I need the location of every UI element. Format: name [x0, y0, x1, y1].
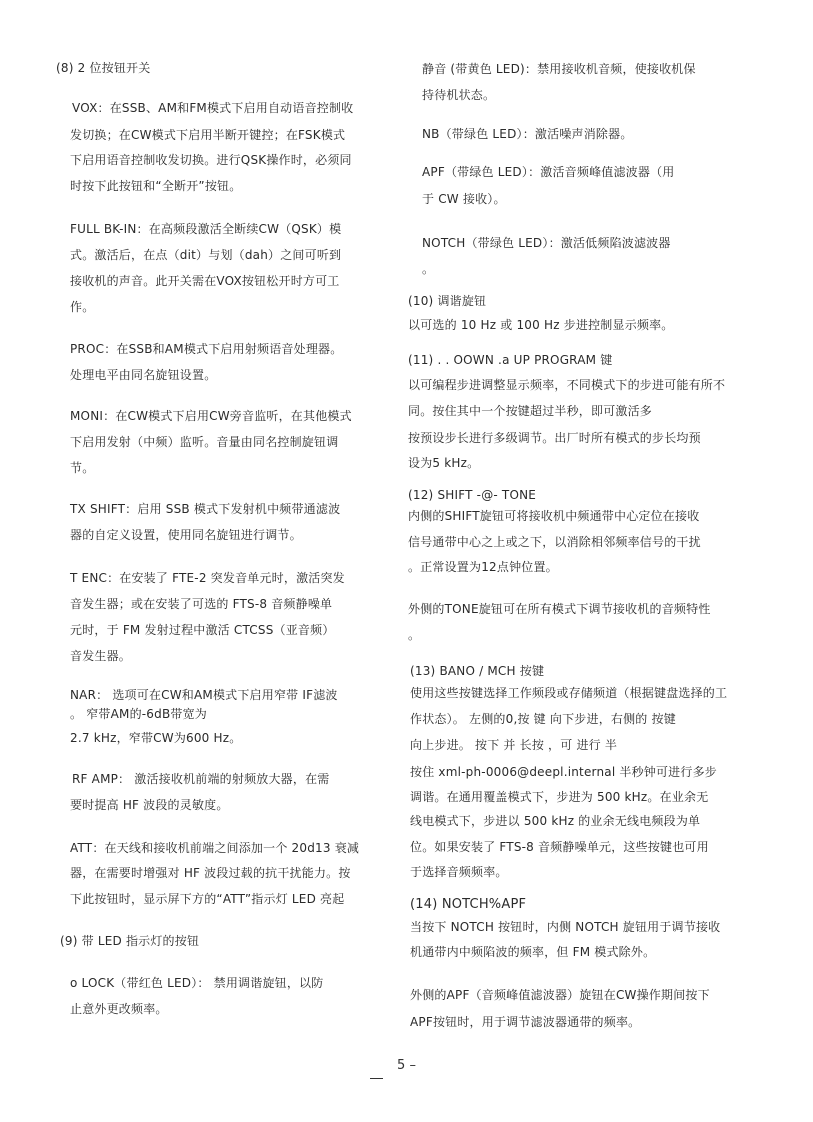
- text-line: VOX：在SSB、AM和FM模式下启用自动语音控制收: [72, 101, 354, 115]
- text-line: 静音 (带黄色 LED)：禁用接收机音频，使接收机保: [422, 62, 696, 76]
- text-line: 机通带内中频陷波的频率，但 FM 模式除外。: [410, 945, 656, 959]
- text-line: 以可选的 10 Hz 或 100 Hz 步进控制显示频率。: [408, 318, 674, 332]
- text-line: NAR： 选项可在CW和AM模式下启用窄带 IF滤波: [70, 688, 338, 702]
- text-line: 位。如果安装了 FTS-8 音频静噪单元，这些按键也可用: [410, 840, 709, 854]
- text-line: 使用这些按键选择工作频段或存储频道（根据键盘选择的工: [410, 686, 728, 700]
- text-line: (11) . . OOWN .a UP PROGRAM 键: [408, 353, 613, 367]
- text-line: 下启用语音控制收发切换。进行QSK操作时，必须同: [70, 153, 352, 167]
- text-line: 外侧的APF（音频峰值滤波器）旋钮在CW操作期间按下: [410, 988, 710, 1002]
- text-line: 音发生器；或在安装了可选的 FTS-8 音频静噪单: [70, 597, 333, 611]
- text-line: (9) 带 LED 指示灯的按钮: [60, 934, 200, 948]
- text-line: 音发生器。: [70, 649, 132, 663]
- text-line: 作状态）。 左侧的0,按 键 向下步进，右侧的 按键: [410, 712, 676, 726]
- text-line: 时按下此按钮和“全断开”按钮。: [70, 179, 242, 193]
- text-line: 内侧的SHIFT旋钮可将接收机中频通带中心定位在接收: [408, 509, 700, 523]
- text-line: 按住 xml-ph-0006@deepl.internal 半秒钟可进行多步: [410, 765, 717, 779]
- text-line: APF按钮时，用于调节滤波器通带的频率。: [410, 1015, 641, 1029]
- text-line: NOTCH（带绿色 LED）：激活低频陷波滤波器: [422, 236, 671, 250]
- text-line: 。: [408, 628, 421, 642]
- text-line: (10) 调谐旋钮: [408, 294, 487, 308]
- text-line: 持待机状态。: [422, 88, 496, 102]
- text-line: PROC：在SSB和AM模式下启用射频语音处理器。: [70, 342, 343, 356]
- text-line: 。: [422, 262, 435, 276]
- text-line: 下启用发射（中频）监听。音量由同名控制旋钮调: [70, 435, 339, 449]
- text-line: 节。: [70, 461, 95, 475]
- page-number: 5 –: [397, 1058, 416, 1073]
- text-line: (14) NOTCH%APF: [410, 897, 527, 912]
- text-line: 向上步进。 按下 并 长按 ，可 进行 半: [410, 738, 618, 752]
- text-line: 发切换；在CW模式下启用半断开键控；在FSK模式: [70, 128, 346, 142]
- text-line: 止意外更改频率。: [70, 1002, 168, 1016]
- text-line: 处理电平由同名旋钮设置。: [70, 368, 217, 382]
- text-line: 信号通带中心之上或之下，以消除相邻频率信号的干扰: [408, 535, 701, 549]
- text-line: 同。按住其中一个按键超过半秒，即可激活多: [408, 404, 653, 418]
- text-line: o LOCK（带红色 LED）： 禁用调谐旋钮，以防: [70, 976, 324, 990]
- page-footer-rule: [370, 1078, 383, 1079]
- text-line: 式。激活后，在点（dit）与划（dah）之间可听到: [70, 248, 342, 262]
- text-line: RF AMP： 激活接收机前端的射频放大器，在需: [72, 772, 330, 786]
- text-line: 于 CW 接收）。: [422, 192, 506, 206]
- text-line: APF（带绿色 LED）：激活音频峰值滤波器（用: [422, 165, 675, 179]
- text-line: 2.7 kHz，窄带CW为600 Hz。: [70, 731, 242, 745]
- text-line: 器的自定义设置，使用同名旋钮进行调节。: [70, 528, 302, 542]
- text-line: T ENC：在安装了 FTE-2 突发音单元时，激活突发: [70, 571, 345, 585]
- text-line: 。正常设置为12点钟位置。: [408, 560, 558, 574]
- text-line: 作。: [70, 300, 95, 314]
- text-line: (12) SHIFT -@- TONE: [408, 488, 537, 502]
- text-line: 下此按钮时，显示屏下方的“ATT”指示灯 LED 亮起: [70, 892, 345, 906]
- text-line: 外侧的TONE旋钮可在所有模式下调节接收机的音频特性: [408, 602, 711, 616]
- text-line: (8) 2 位按钮开关: [56, 61, 151, 75]
- text-line: 于选择音频频率。: [410, 865, 508, 879]
- text-line: 线电模式下，步进以 500 kHz 的业余无线电频段为单: [410, 814, 701, 828]
- text-line: 设为5 kHz。: [408, 456, 480, 470]
- text-line: TX SHIFT：启用 SSB 模式下发射机中频带通滤波: [70, 502, 341, 516]
- text-line: 要时提高 HF 波段的灵敏度。: [70, 798, 229, 812]
- text-line: 。 窄带AM的-6dB带宽为: [70, 707, 207, 721]
- text-line: NB（带绿色 LED）：激活噪声消除器。: [422, 127, 633, 141]
- text-line: 器，在需要时增强对 HF 波段过载的抗干扰能力。按: [70, 866, 351, 880]
- text-line: ATT：在天线和接收机前端之间添加一个 20d13 衰减: [70, 841, 360, 855]
- text-line: 调谐。在通用覆盖模式下，步进为 500 kHz。在业余无: [410, 790, 709, 804]
- text-line: 按预设步长进行多级调节。出厂时所有模式的步长均预: [408, 431, 701, 445]
- text-line: 接收机的声音。此开关需在VOX按钮松开时方可工: [70, 274, 340, 288]
- text-line: MONI：在CW模式下启用CW旁音监听，在其他模式: [70, 409, 352, 423]
- text-line: (13) BANO / MCH 按键: [410, 664, 545, 678]
- text-line: 以可编程步进调整显示频率，不同模式下的步进可能有所不: [408, 378, 726, 392]
- text-line: FULL BK-IN：在高频段激活全断续CW（QSK）模: [70, 222, 342, 236]
- text-line: 元时，于 FM 发射过程中激活 CTCSS（亚音频）: [70, 623, 335, 637]
- text-line: 当按下 NOTCH 按钮时，内侧 NOTCH 旋钮用于调节接收: [410, 920, 721, 934]
